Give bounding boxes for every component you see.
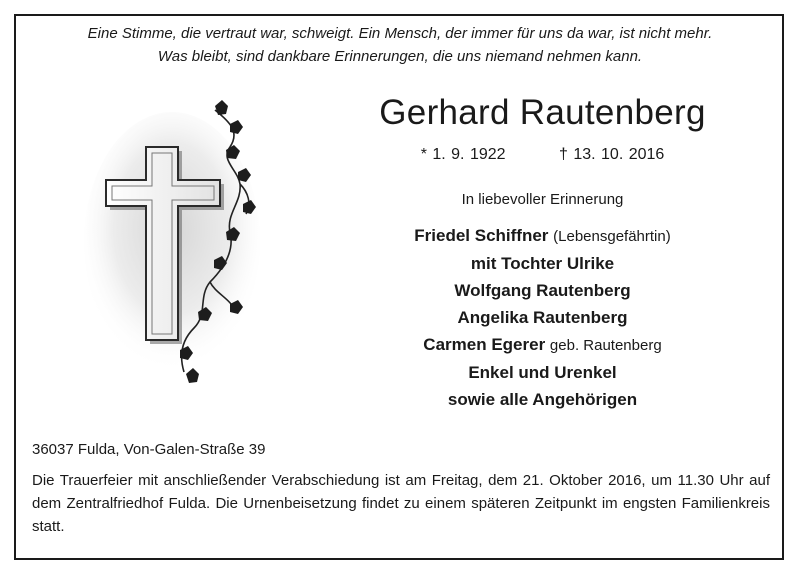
life-dates	[360, 144, 725, 166]
mourner: sowie alle Angehörigen	[447, 390, 638, 409]
quote-line-2: Was bleibt, sind dankbare Erinnerungen, die uns niemand nehmen kann.	[157, 48, 643, 65]
deceased-name: Gerhard Rautenberg	[379, 93, 706, 132]
memory-line: In liebevoller Erinnerung	[461, 191, 624, 208]
cross-with-ivy-icon	[80, 92, 280, 397]
family-address: 36037 Fulda, Von-Galen-Straße 39	[32, 441, 266, 458]
memorial-quote	[0, 22, 800, 68]
mourner: Enkel und Urenkel	[468, 363, 617, 382]
birth-date: * 1. 9. 1922	[420, 146, 506, 163]
mourner: Friedel Schiffner (Lebensgefährtin)	[414, 226, 671, 245]
death-date: † 13. 10. 2016	[558, 146, 665, 163]
mourners-list	[360, 222, 725, 413]
mourner: Wolfgang Rautenberg	[454, 281, 631, 300]
funeral-announcement: Die Trauerfeier mit anschließender Verabschiedung ist am Freitag, dem 21. Oktober 2016, um 11.30 Uhr auf dem Zentralfriedhof Fulda. Die Urnenbeisetzung findet zu einem späteren Zeitpunkt im engsten Familienkreis statt.	[32, 472, 770, 535]
mourner: Carmen Egerer geb. Rautenberg	[423, 335, 662, 354]
mourner: mit Tochter Ulrike	[470, 254, 615, 273]
obituary-main	[360, 90, 725, 413]
quote-line-1: Eine Stimme, die vertraut war, schweigt. Ein Mensch, der immer für uns da war, ist nicht mehr.	[87, 25, 713, 42]
mourner: Angelika Rautenberg	[457, 308, 628, 327]
